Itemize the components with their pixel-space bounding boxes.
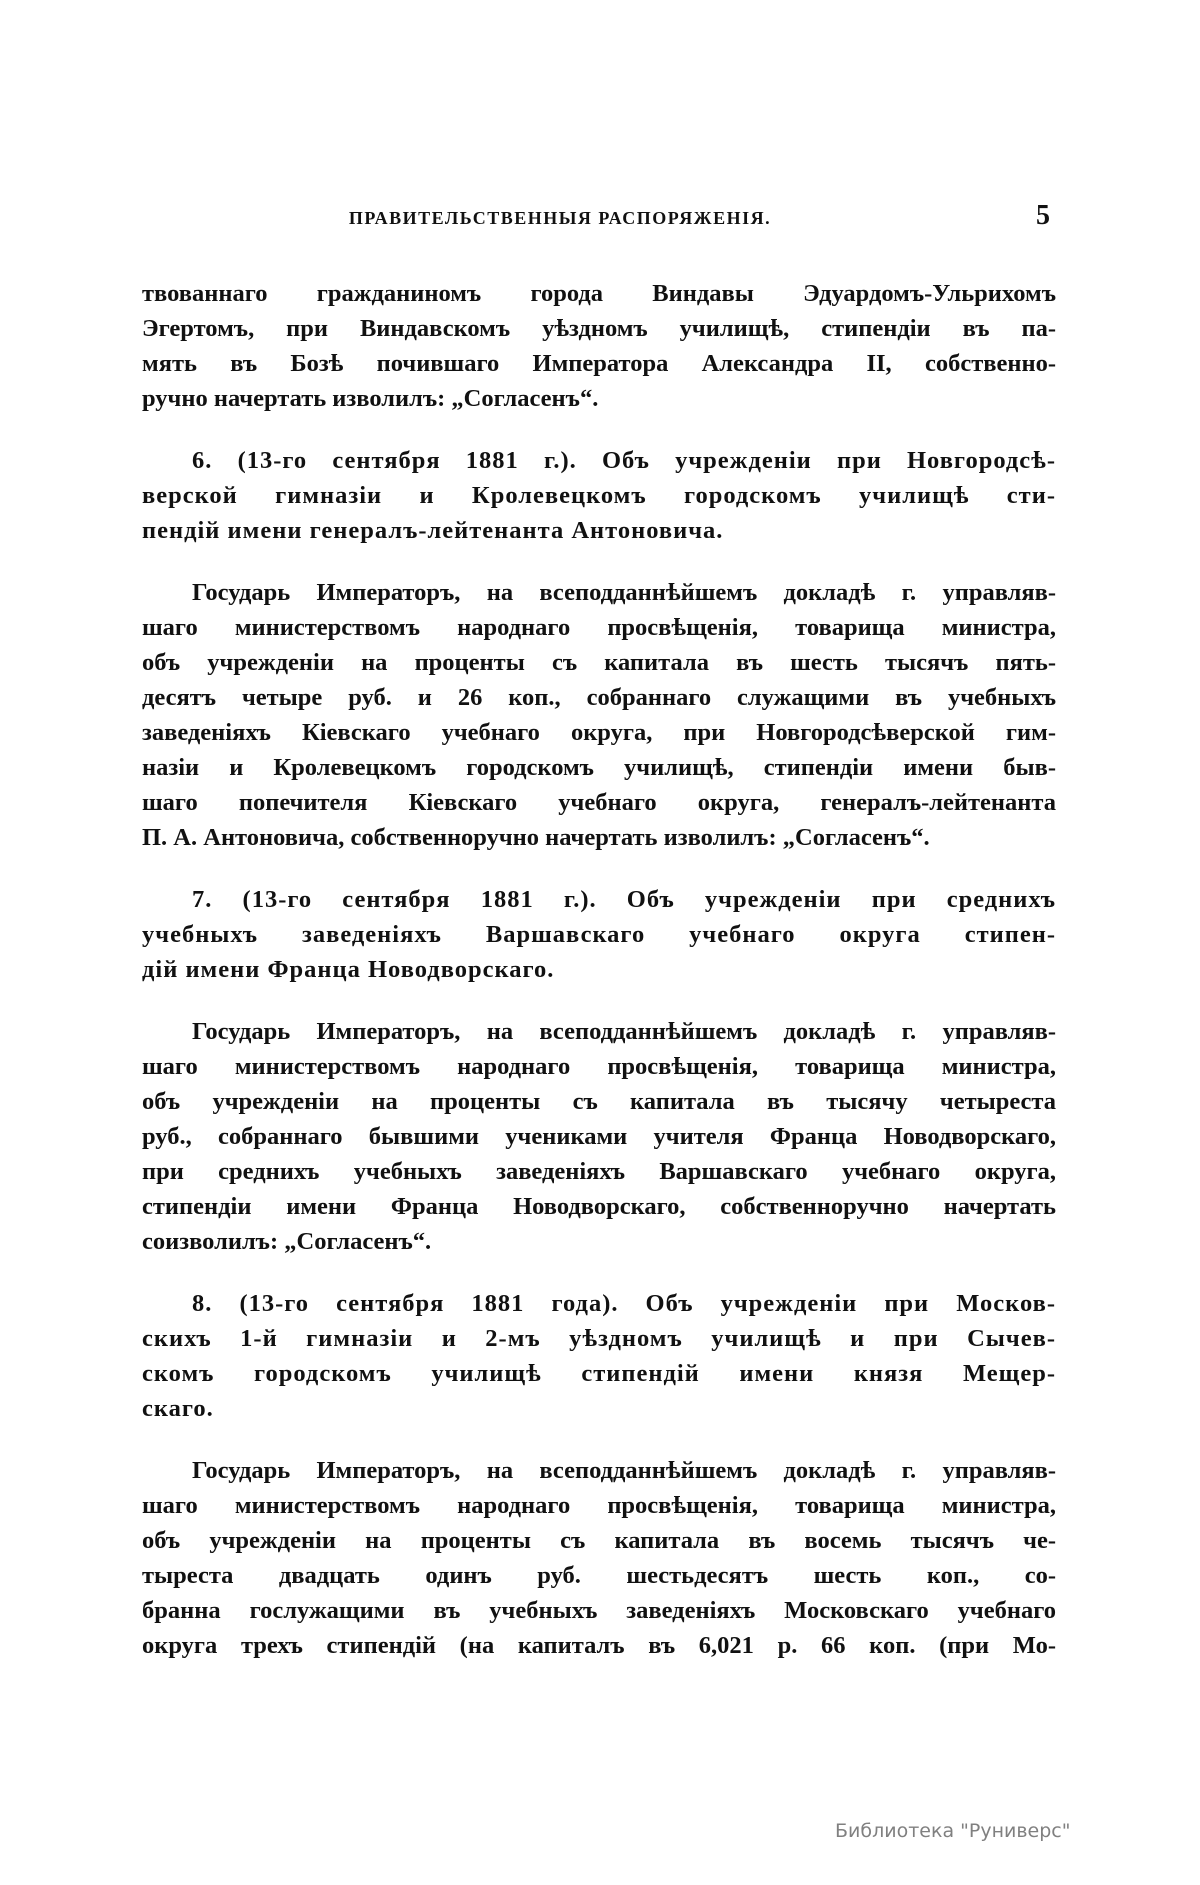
text-line: мять въ Бозѣ почившаго Императора Александра II, собственно- bbox=[142, 350, 1056, 377]
section-heading bbox=[142, 443, 1056, 548]
text-line: Государь Императоръ, на всеподданнѣйшемъ докладѣ г. управляв- bbox=[192, 1457, 1056, 1484]
text-line: ручно начертать изволилъ: „Согласенъ“. bbox=[142, 385, 599, 412]
text-line: при среднихъ учебныхъ заведеніяхъ Варшавскаго учебнаго округа, bbox=[142, 1158, 1056, 1185]
text-line: верской гимназіи и Кролевецкомъ городскомъ училищѣ сти- bbox=[142, 482, 1056, 509]
text-line: скомъ городскомъ училищѣ стипендій имени князя Мещер- bbox=[142, 1360, 1056, 1387]
paragraph bbox=[142, 1014, 1056, 1259]
text-line: учебныхъ заведеніяхъ Варшавскаго учебнаго округа стипен- bbox=[142, 921, 1056, 948]
text-line: шаго попечителя Кіевскаго учебнаго округа, генералъ-лейтенанта bbox=[142, 789, 1056, 816]
text-line: объ учрежденіи на проценты съ капитала въ шесть тысячъ пять- bbox=[142, 649, 1056, 676]
text-line: пендій имени генералъ-лейтенанта Антоновича. bbox=[142, 517, 724, 544]
text-line: стипендіи имени Франца Новодворскаго, собственноручно начертать bbox=[142, 1193, 1056, 1220]
text-line: назіи и Кролевецкомъ городскомъ училищѣ, стипендіи имени быв- bbox=[142, 754, 1056, 781]
text-line: твованнаго гражданиномъ города Виндавы Эдуардомъ-Ульрихомъ bbox=[142, 280, 1056, 307]
page-text bbox=[142, 276, 1056, 1690]
text-line: десятъ четыре руб. и 26 коп., собраннаго служащими въ учебныхъ bbox=[142, 684, 1056, 711]
text-line: объ учрежденіи на проценты съ капитала въ тысячу четыреста bbox=[142, 1088, 1056, 1115]
paragraph bbox=[142, 575, 1056, 855]
section-heading bbox=[142, 1286, 1056, 1426]
text-line: тыреста двадцать одинъ руб. шестьдесятъ шесть коп., со- bbox=[142, 1562, 1056, 1589]
text-line: объ учрежденіи на проценты съ капитала въ восемь тысячъ че- bbox=[142, 1527, 1056, 1554]
text-line: шаго министерствомъ народнаго просвѣщенія, товарища министра, bbox=[142, 1492, 1056, 1519]
text-line: Государь Императоръ, на всеподданнѣйшемъ докладѣ г. управляв- bbox=[192, 579, 1056, 606]
library-watermark: Библиотека "Руниверс" bbox=[835, 1820, 1071, 1842]
text-line: Государь Императоръ, на всеподданнѣйшемъ докладѣ г. управляв- bbox=[192, 1018, 1056, 1045]
section-heading bbox=[142, 882, 1056, 987]
text-line: дій имени Франца Новодворскаго. bbox=[142, 956, 555, 983]
text-line: 7. (13-го сентября 1881 г.). Объ учрежденіи при среднихъ bbox=[192, 886, 1056, 913]
paragraph bbox=[142, 1453, 1056, 1663]
text-line: шаго министерствомъ народнаго просвѣщенія, товарища министра, bbox=[142, 1053, 1056, 1080]
running-title: ПРАВИТЕЛЬСТВЕННЫЯ РАСПОРЯЖЕНІЯ. bbox=[348, 208, 772, 228]
text-line: бранна гослужащими въ учебныхъ заведеніяхъ Московскаго учебнаго bbox=[142, 1597, 1056, 1624]
text-line: соизволилъ: „Согласенъ“. bbox=[142, 1228, 432, 1255]
text-line: шаго министерствомъ народнаго просвѣщенія, товарища министра, bbox=[142, 614, 1056, 641]
page-number: 5 bbox=[1036, 200, 1050, 231]
text-line: заведеніяхъ Кіевскаго учебнаго округа, при Новгородсѣверской гим- bbox=[142, 719, 1056, 746]
text-line: 8. (13-го сентября 1881 года). Объ учрежденіи при Москов- bbox=[192, 1290, 1056, 1317]
text-line: руб., собраннаго бывшими учениками учителя Франца Новодворскаго, bbox=[142, 1123, 1056, 1150]
text-line: 6. (13-го сентября 1881 г.). Объ учрежденіи при Новгородсѣ- bbox=[192, 447, 1056, 474]
text-line: скихъ 1-й гимназіи и 2-мъ уѣздномъ училищѣ и при Сычев- bbox=[142, 1325, 1056, 1352]
paragraph bbox=[142, 276, 1056, 416]
text-line: скаго. bbox=[142, 1395, 214, 1422]
text-line: П. А. Антоновича, собственноручно начертать изволилъ: „Согласенъ“. bbox=[142, 824, 930, 851]
text-line: Эгертомъ, при Виндавскомъ уѣздномъ училищѣ, стипендіи въ па- bbox=[142, 315, 1056, 342]
text-line: округа трехъ стипендій (на капиталъ въ 6,021 р. 66 коп. (при Мо- bbox=[142, 1632, 1056, 1659]
